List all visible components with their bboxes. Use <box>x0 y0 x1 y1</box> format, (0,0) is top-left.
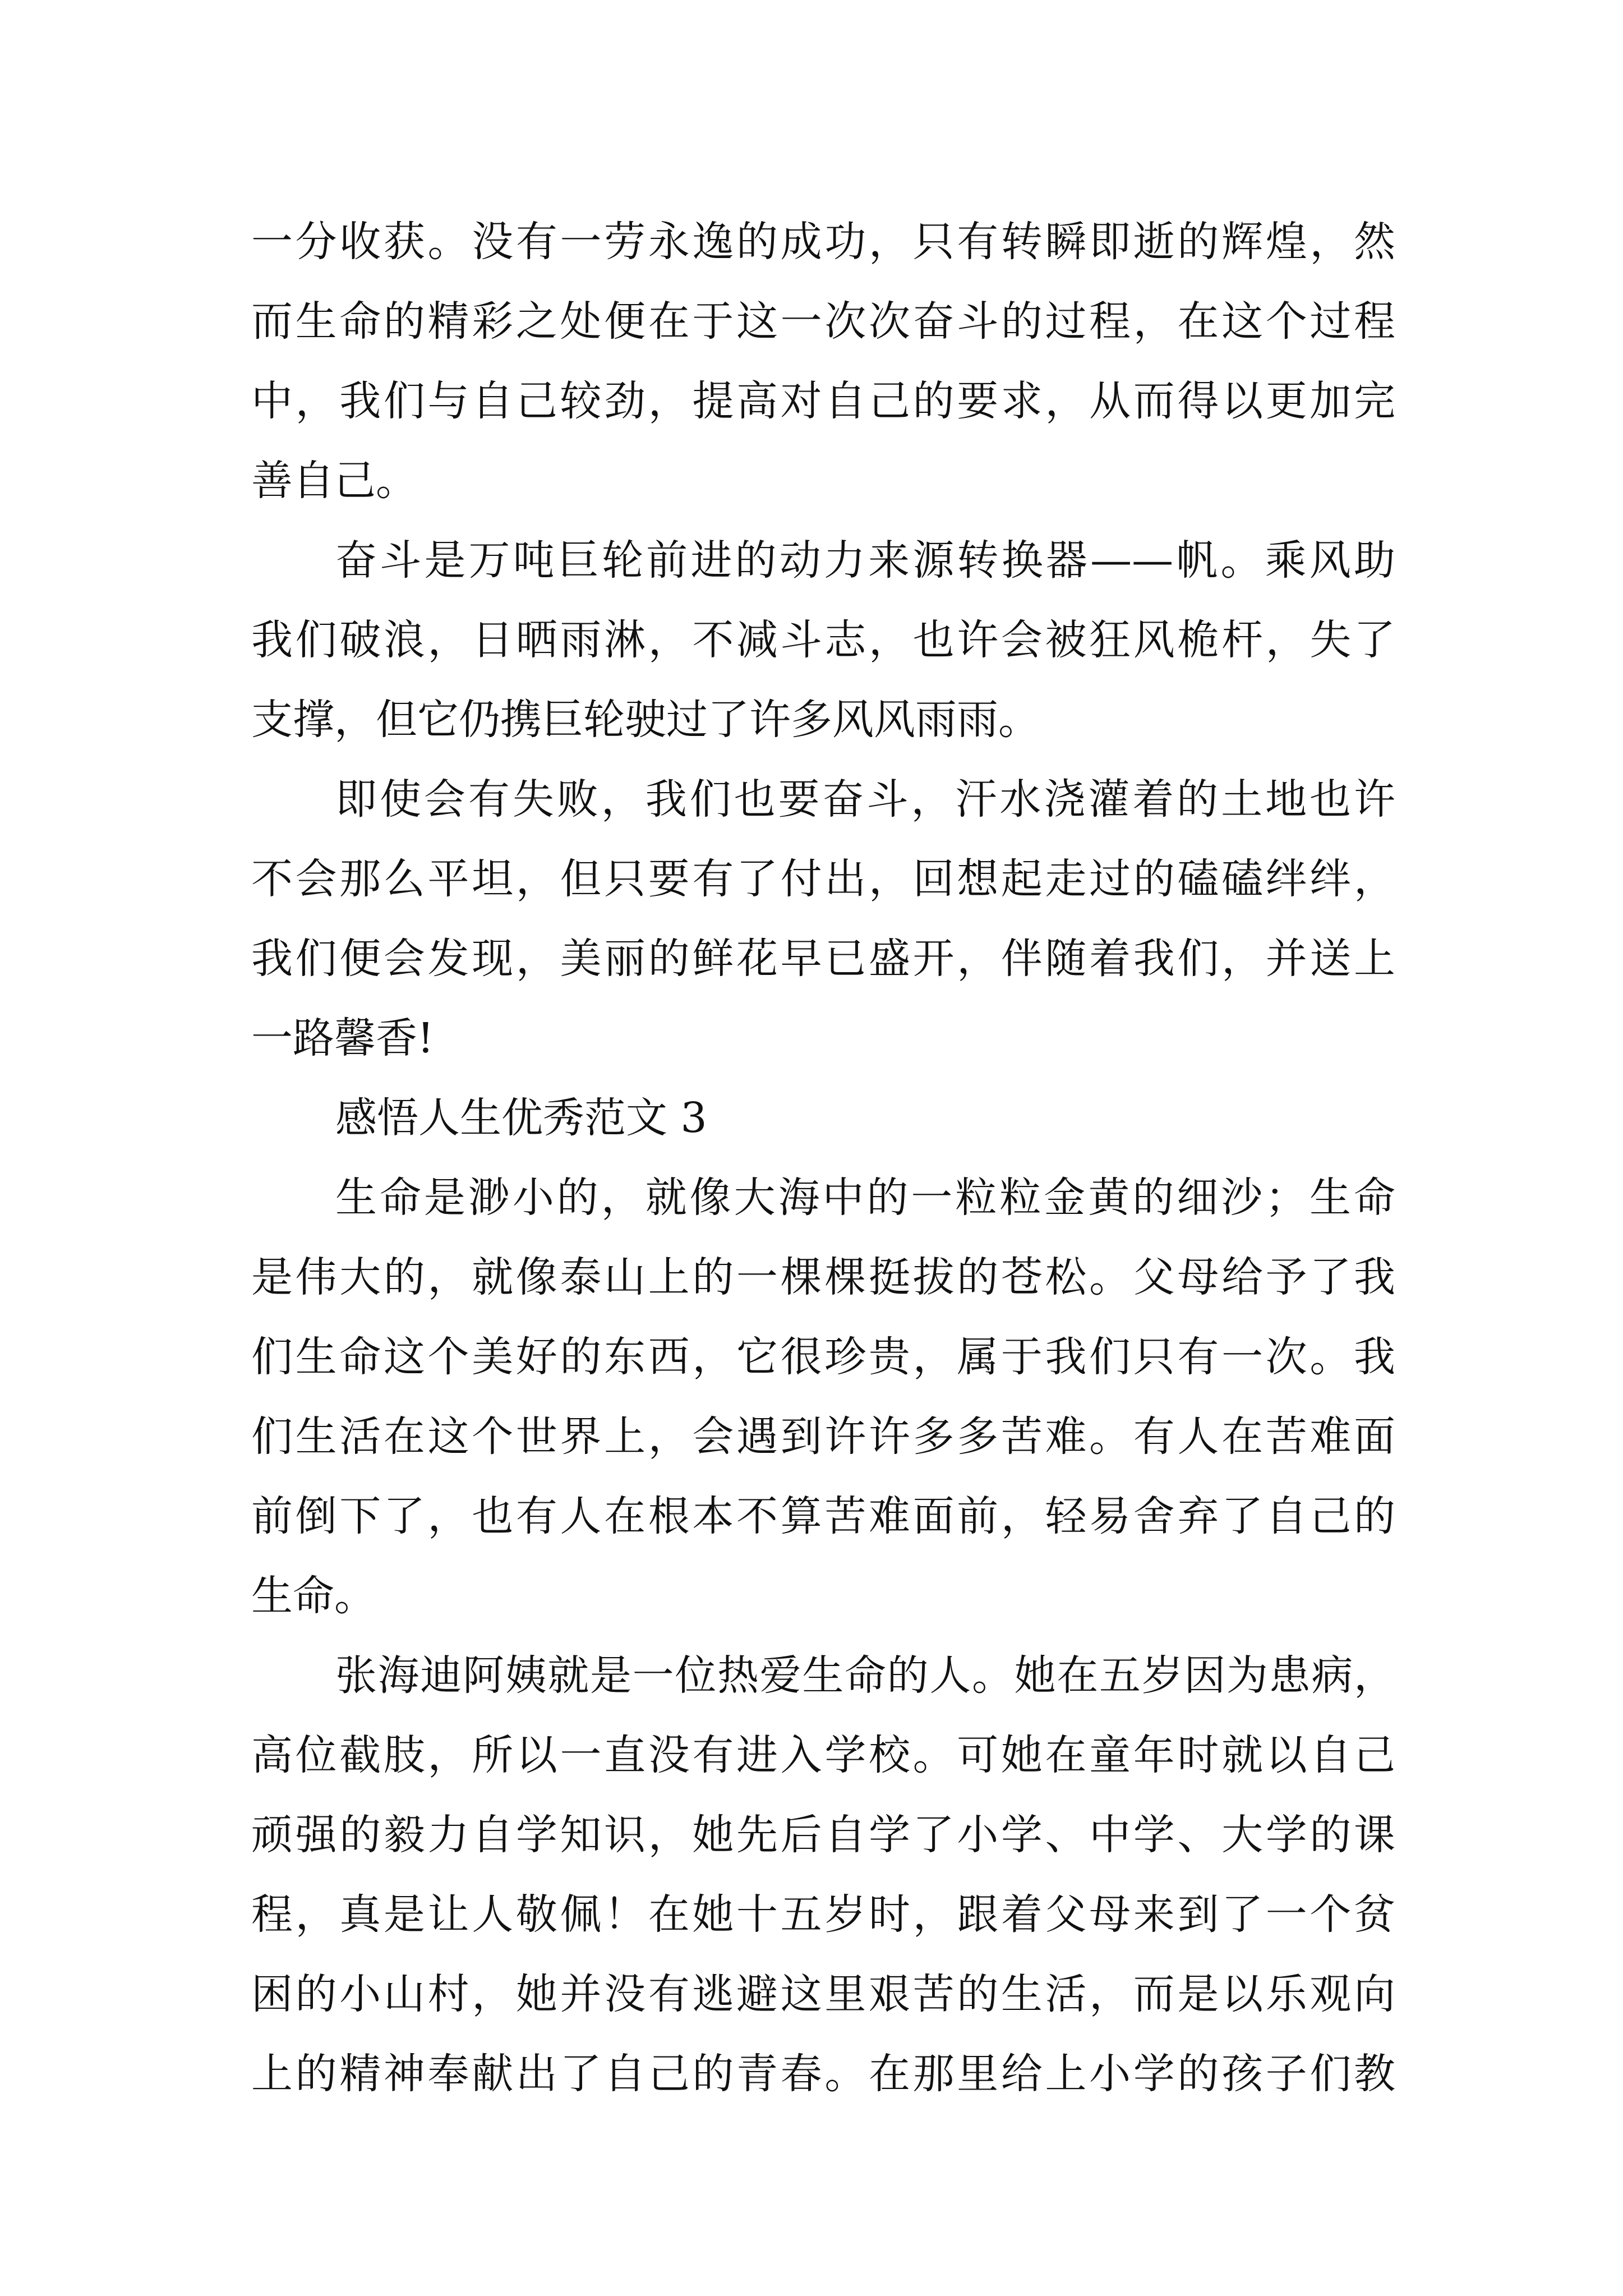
text-line: 即使会有失败，我们也要奋斗，汗水浇灌着的土地也许 <box>335 775 1395 823</box>
text-line: 支撑，但它仍携巨轮驶过了许多风风雨雨。 <box>251 696 1040 744</box>
text-line: 是伟大的，就像泰山上的一棵棵挺拔的苍松。父母给予了我 <box>251 1253 1395 1301</box>
text-line: 生命是渺小的，就像大海中的一粒粒金黄的细沙；生命 <box>335 1174 1395 1222</box>
text-line: 们生活在这个世界上，会遇到许许多多苦难。有人在苦难面 <box>251 1412 1395 1461</box>
text-line: 生命。 <box>251 1572 376 1620</box>
text-line: 一分收获。没有一劳永逸的成功，只有转瞬即逝的辉煌，然 <box>251 218 1395 266</box>
text-line: 善自己。 <box>251 457 417 505</box>
text-line: 我们便会发现，美丽的鲜花早已盛开，伴随着我们，并送上 <box>251 935 1395 983</box>
text-line: 前倒下了，也有人在根本不算苦难面前，轻易舍弃了自己的 <box>251 1492 1395 1540</box>
text-line: 高位截肢，所以一直没有进入学校。可她在童年时就以自己 <box>251 1731 1395 1779</box>
body-text <box>251 202 1395 2114</box>
text-line: 我们破浪，日晒雨淋，不减斗志，也许会被狂风桅杆，失了 <box>251 616 1395 664</box>
text-line: 们生命这个美好的东西，它很珍贵，属于我们只有一次。我 <box>251 1333 1395 1381</box>
text-line: 上的精神奉献出了自己的青春。在那里给上小学的孩子们教 <box>251 2050 1395 2098</box>
text-line: 中，我们与自己较劲，提高对自己的要求，从而得以更加完 <box>251 377 1395 425</box>
text-line: 困的小山村，她并没有逃避这里艰苦的生活，而是以乐观向 <box>251 1970 1395 2018</box>
text-line: 不会那么平坦，但只要有了付出，回想起走过的磕磕绊绊， <box>251 855 1395 903</box>
text-line: 感悟人生优秀范文 3 <box>335 1094 707 1142</box>
text-line: 一路馨香! <box>251 1014 434 1062</box>
text-line: 程，真是让人敬佩！在她十五岁时，跟着父母来到了一个贫 <box>251 1890 1395 1939</box>
text-line: 而生命的精彩之处便在于这一次次奋斗的过程，在这个过程 <box>251 297 1395 346</box>
text-line: 奋斗是万吨巨轮前进的动力来源转换器——帆。乘风助 <box>335 536 1395 585</box>
text-line: 顽强的毅力自学知识，她先后自学了小学、中学、大学的课 <box>251 1811 1395 1859</box>
text-line: 张海迪阿姨就是一位热爱生命的人。她在五岁因为患病， <box>335 1651 1395 1700</box>
